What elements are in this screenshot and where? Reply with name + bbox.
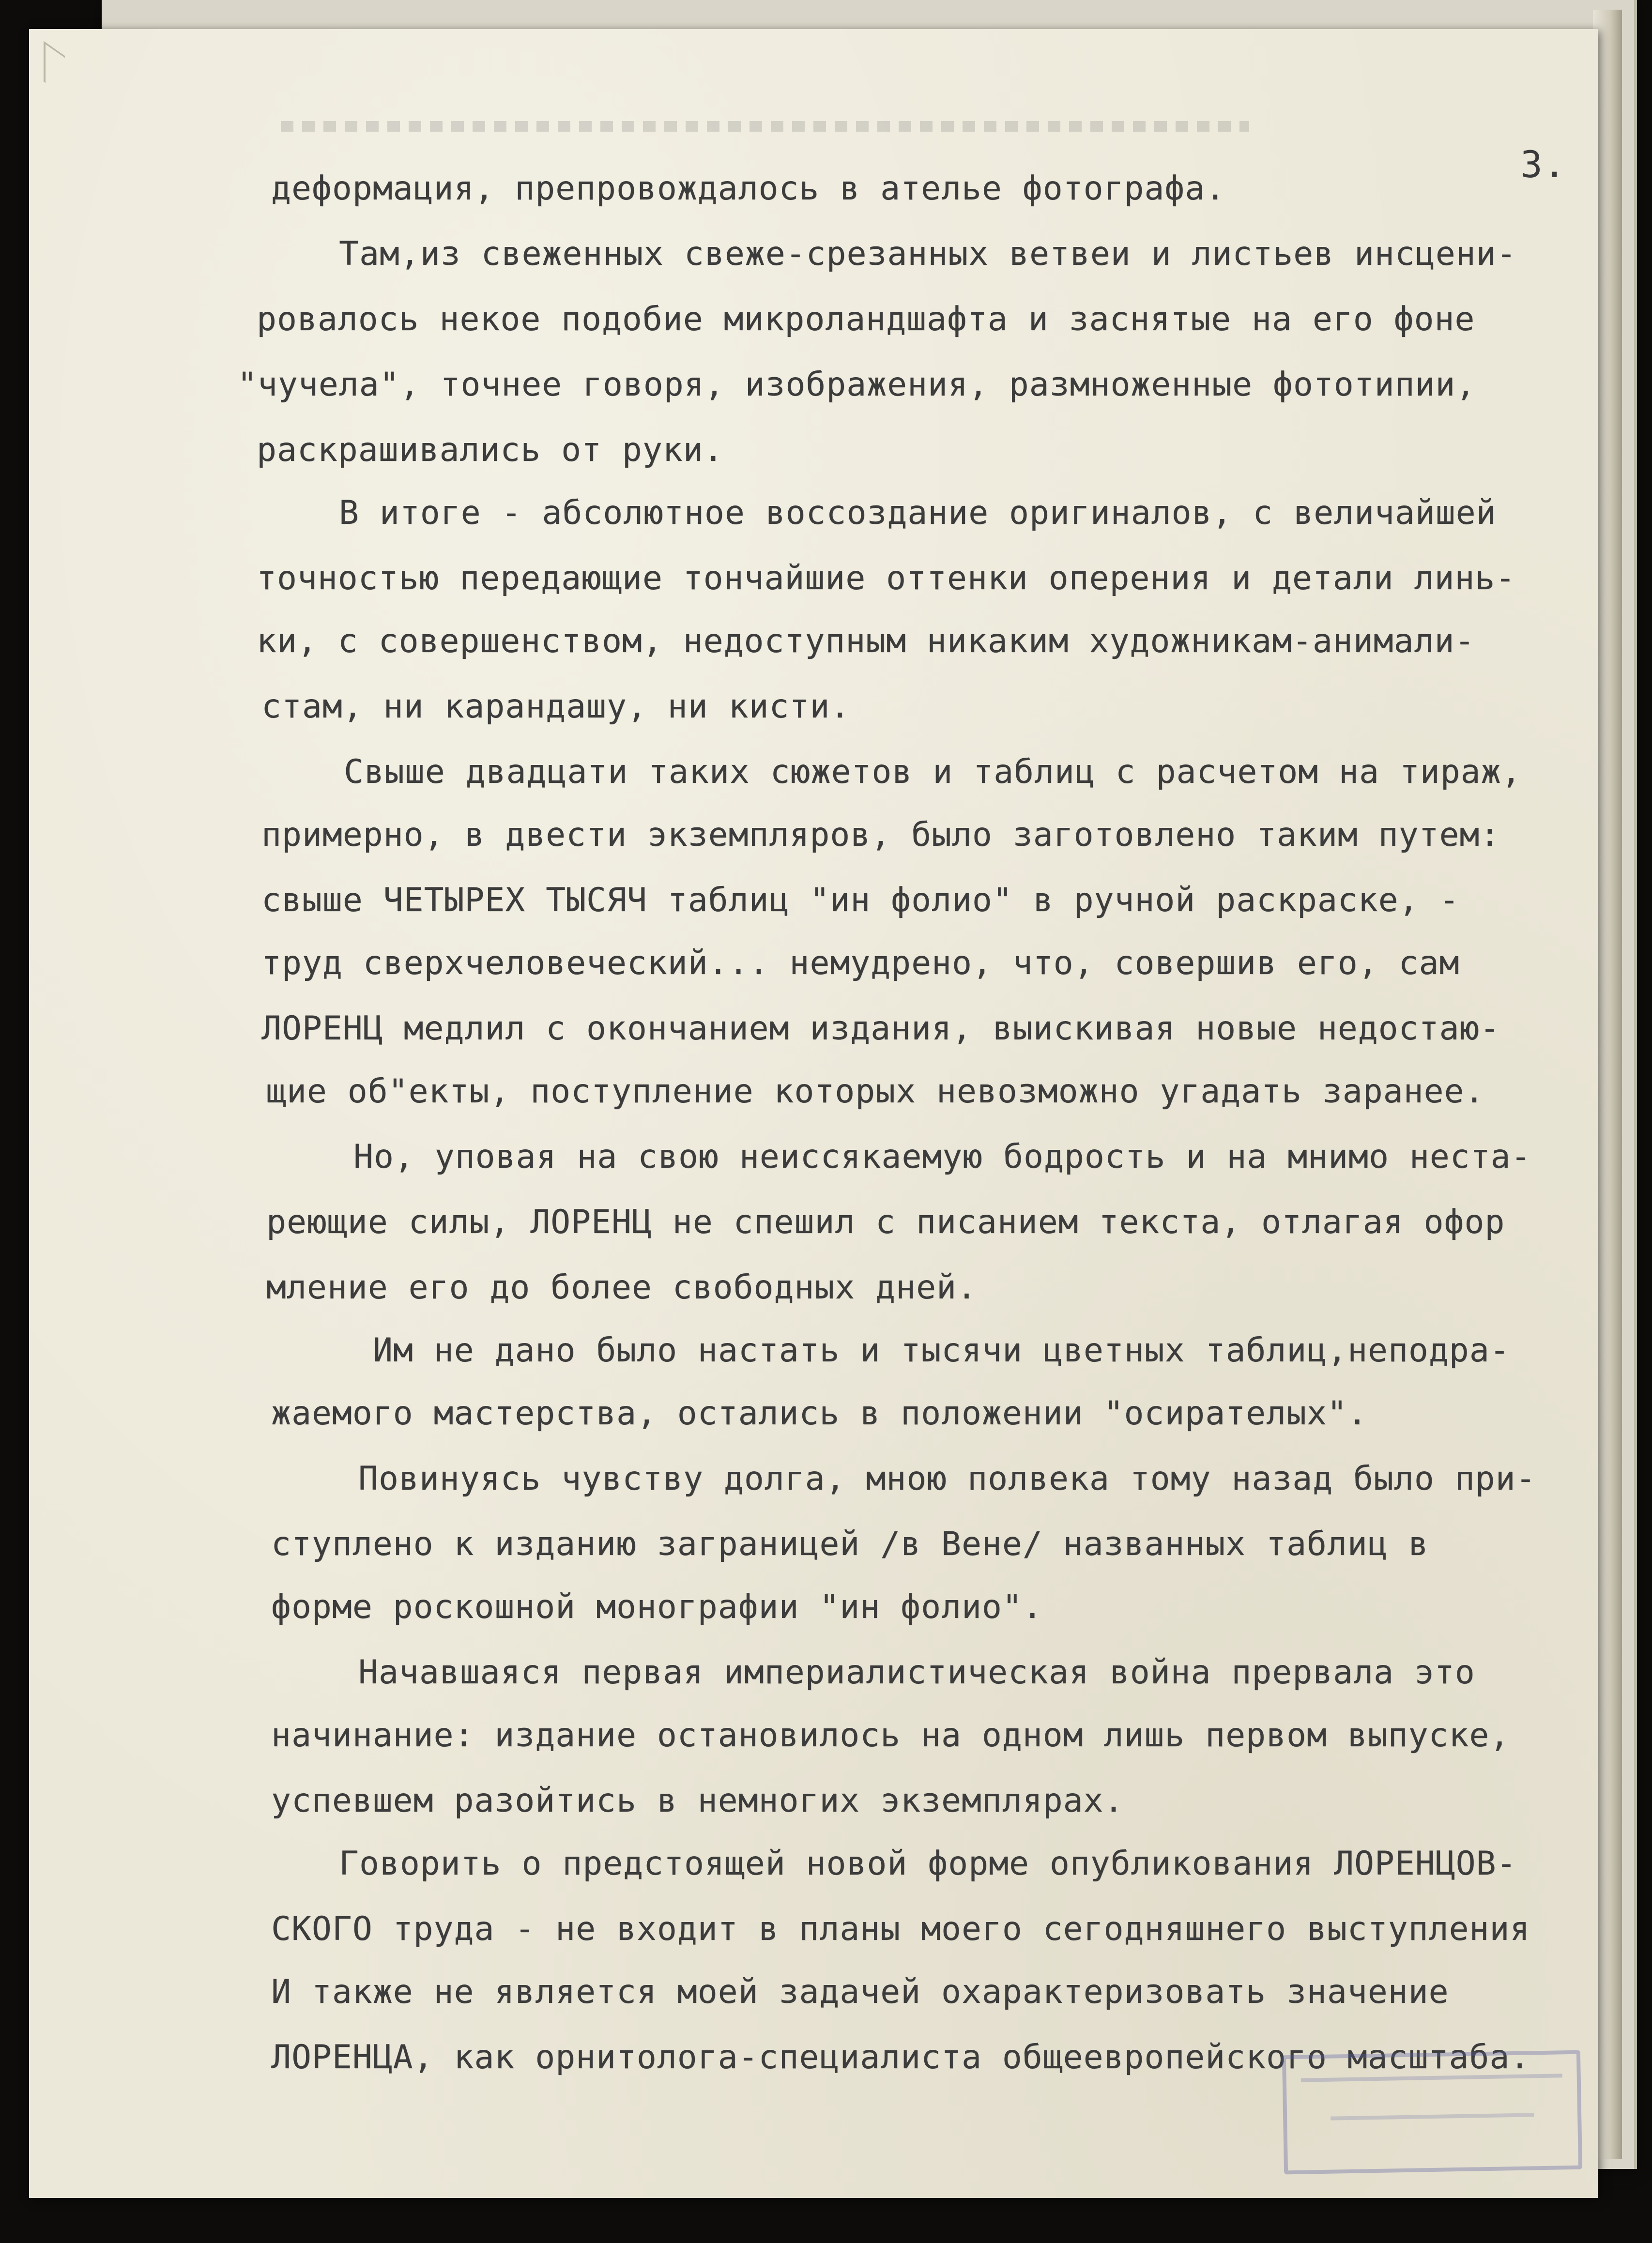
text-line: ступлено к изданию заграницей /в Вене/ названных таблиц в	[271, 1525, 1429, 1563]
text-line: Повинуясь чувству долга, мною полвека тому назад было при-	[358, 1460, 1536, 1498]
text-line: Им не дано было настать и тысячи цветных таблиц,неподра-	[373, 1331, 1510, 1370]
text-line: ровалось некое подобие микроландшафта и заснятые на его фоне	[257, 300, 1475, 338]
text-line: реющие силы, ЛОРЕНЦ не спешил с писанием текста, отлагая офор	[266, 1203, 1505, 1241]
text-line: ки, с совершенством, недоступным никаким художникам-анимали-	[257, 622, 1475, 660]
text-line: ЛОРЕНЦА, как орнитолога-специалиста общеевропейского масштаба.	[271, 2038, 1530, 2076]
text-line: свыше ЧЕТЫРЕХ ТЫСЯЧ таблиц "ин фолио" в ручной раскраске, -	[261, 881, 1460, 919]
text-line: Говорить о предстоящей новой форме опубликования ЛОРЕНЦОВ-	[339, 1845, 1517, 1883]
text-line: СКОГО труда - не входит в планы моего сегодняшнего выступления	[271, 1910, 1530, 1948]
text-line: Начавшаяся первая империалистическая война прервала это	[358, 1653, 1475, 1692]
text-line: точностью передающие тончайшие оттенки оперения и детали линь-	[257, 559, 1516, 597]
text-line: Там,из свеженных свеже-срезанных ветвеи и листьев инсцени-	[339, 235, 1517, 273]
text-line: мление его до более свободных дней.	[266, 1268, 977, 1307]
text-line: ЛОРЕНЦ медлил с окончанием издания, выискивая новые недостаю-	[261, 1009, 1500, 1048]
text-line: жаемого мастерства, остались в положении "осирателых".	[271, 1394, 1368, 1433]
body-text	[29, 29, 1598, 2198]
text-line: "чучела", точнее говоря, изображения, размноженные фототипии,	[237, 366, 1476, 404]
text-line: форме роскошной монографии "ин фолио".	[271, 1588, 1043, 1626]
text-line: успевшем разойтись в немногих экземплярах.	[271, 1782, 1124, 1820]
stamp-line	[1301, 2074, 1562, 2082]
page-number: 3.	[1520, 143, 1567, 186]
text-line: Но, уповая на свою неиссякаемую бодрость и на мнимо неста-	[353, 1138, 1531, 1176]
text-line: стам, ни карандашу, ни кисти.	[261, 687, 851, 726]
text-line: Свыше двадцати таких сюжетов и таблиц с расчетом на тираж,	[344, 753, 1522, 791]
stamp-line	[1331, 2113, 1534, 2120]
text-line: В итоге - абсолютное воссоздание оригиналов, с величайшей	[339, 494, 1497, 532]
archive-stamp	[1282, 2050, 1582, 2175]
text-line: труд сверхчеловеческий... немудрено, что, совершив его, сам	[261, 944, 1460, 982]
text-line: раскрашивались от руки.	[257, 431, 724, 469]
typewritten-page	[29, 29, 1598, 2198]
text-line: деформация, препровождалось в ателье фотографа.	[271, 169, 1226, 208]
text-line: щие об"екты, поступление которых невозможно угадать заранее.	[266, 1072, 1485, 1111]
text-line: И также не является моей задачей охарактеризовать значение	[271, 1973, 1449, 2011]
text-line: примерно, в двести экземпляров, было заготовлено таким путем:	[261, 816, 1500, 854]
text-line: начинание: издание остановилось на одном лишь первом выпуске,	[271, 1716, 1510, 1755]
